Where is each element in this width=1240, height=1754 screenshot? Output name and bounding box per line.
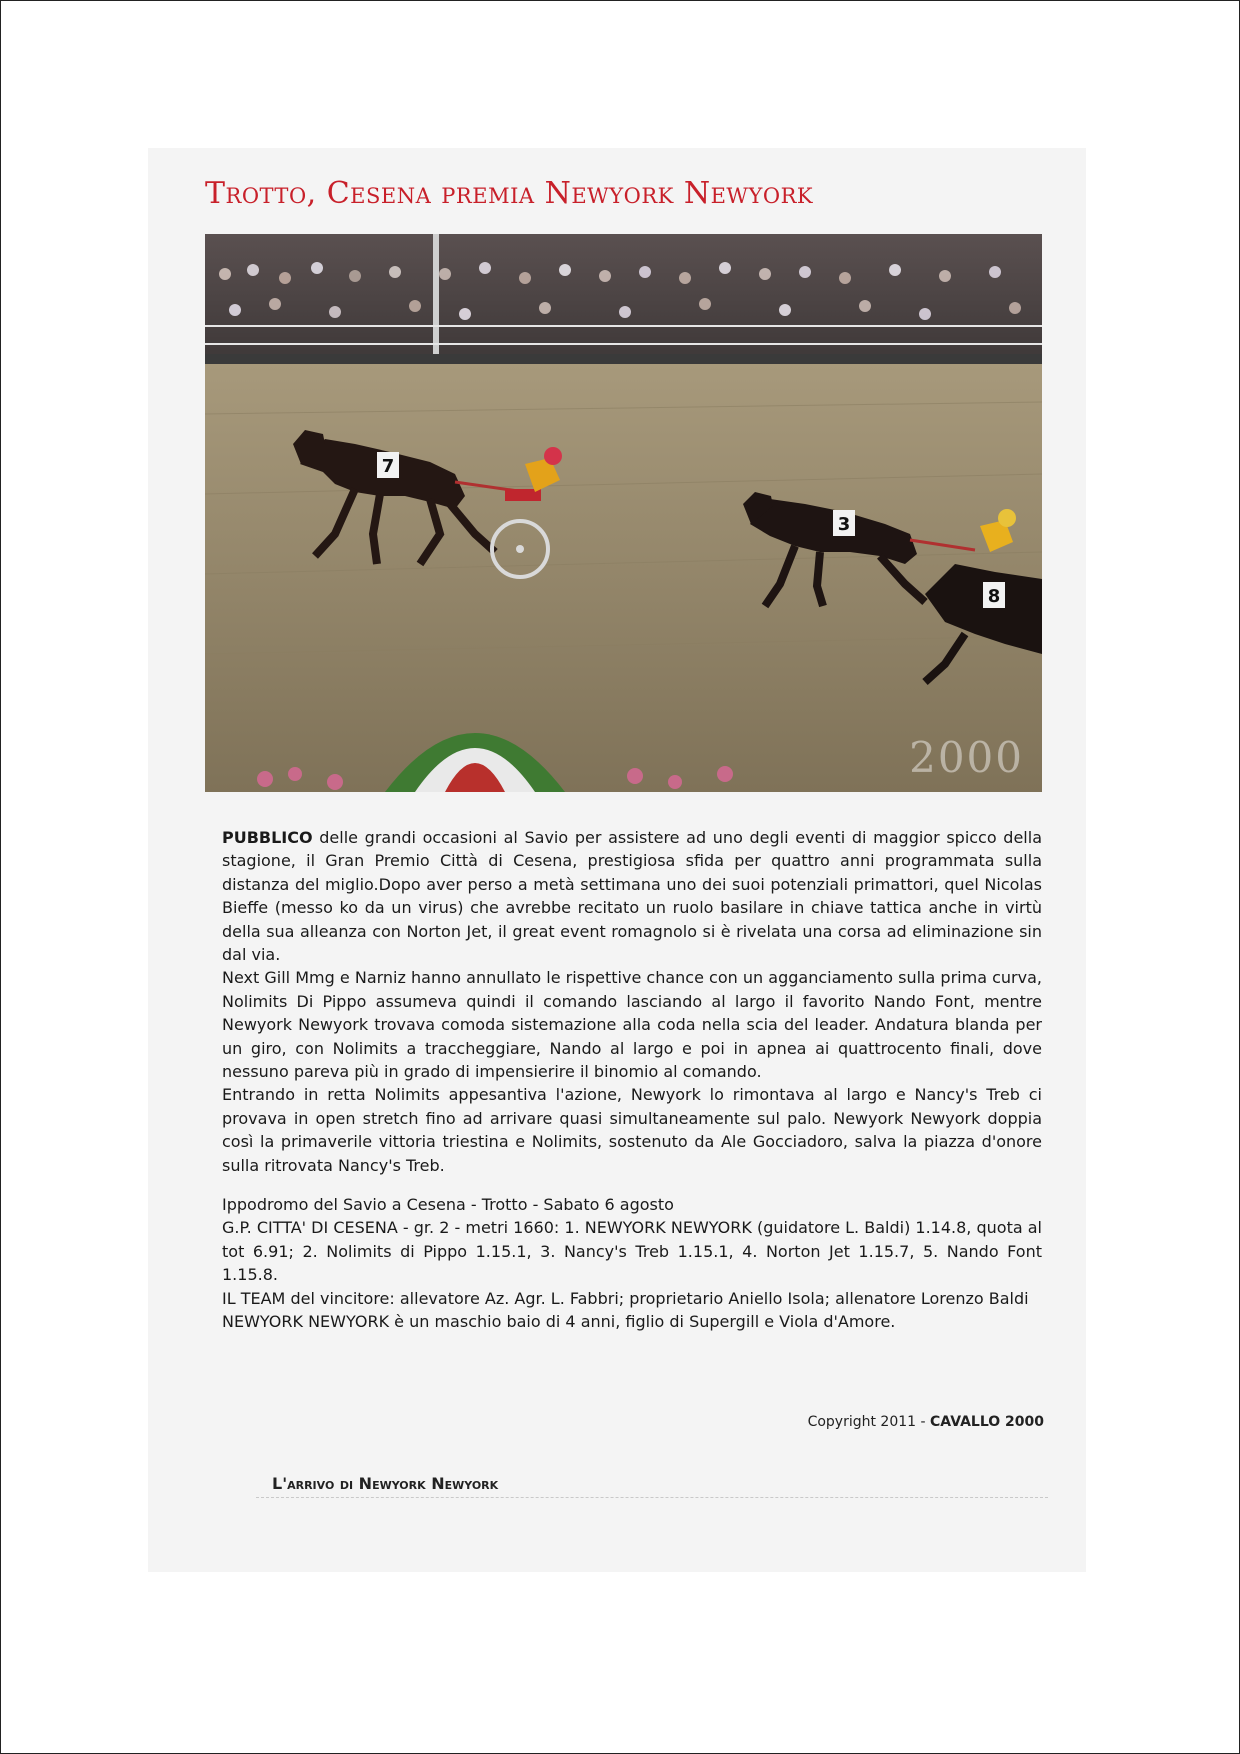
track-wall bbox=[205, 354, 1042, 364]
race-photo bbox=[205, 234, 1042, 792]
race-track bbox=[205, 364, 1042, 792]
photo-watermark: 2000 bbox=[909, 733, 1024, 782]
article-title: Trotto, Cesena premia Newyork Newyork bbox=[205, 176, 814, 211]
copyright-prefix: Copyright 2011 - bbox=[807, 1414, 931, 1430]
race-results bbox=[222, 1193, 1042, 1333]
paragraph-1 bbox=[222, 826, 1042, 966]
results-venue: Ippodromo del Savio a Cesena - Trotto - Sabato 6 agosto bbox=[222, 1195, 674, 1214]
results-pedigree: NEWYORK NEWYORK è un maschio baio di 4 anni, figlio di Supergill e Viola d'Amore. bbox=[222, 1312, 896, 1332]
photo-caption: L'arrivo di Newyork Newyork bbox=[272, 1474, 499, 1493]
race-photo-illustration bbox=[205, 234, 1042, 792]
copyright bbox=[808, 1414, 1044, 1430]
caption-divider bbox=[256, 1497, 1048, 1498]
paragraph-2: Next Gill Mmg e Narniz hanno annullato le rispettive chance con un agganciamento sulla prima curva, Nolimits Di Pippo assumeva quindi il comando lasciando al largo il favorito Nando Font, mentre Newyork Newyork trovava comoda sistemazione alla coda nella scia del leader. Andatura blanda per un giro, con Nolimits a traccheggiare, Nando al largo e poi in apnea ai quattrocento finali, dove nessuno pareva più in grado di impensierire il binomio al comando. bbox=[222, 968, 1042, 1082]
copyright-brand: CAVALLO 2000 bbox=[930, 1414, 1044, 1430]
paragraph-1-text: delle grandi occasioni al Savio per assistere ad uno degli eventi di maggior spicco della stagione, il Gran Premio Città di Cesena, prestigiosa sfida per quattro anni programmata sulla distanza del miglio.Dopo aver perso a metà settimana uno dei suoi potenziali primattori, quel Nicolas Bieffe (messo ko da un virus) che avrebbe recitato un ruolo basilare in chiave tattica anche in virtù della sua alleanza con Norton Jet, il great event romagnolo si è rivelata una corsa ad eliminazione sin dal via. bbox=[222, 828, 1042, 965]
stand-pillar bbox=[433, 234, 439, 362]
bib-3: 3 bbox=[837, 514, 851, 535]
bib-8: 8 bbox=[987, 586, 1001, 607]
article-body bbox=[222, 826, 1042, 1177]
lead-word: PUBBLICO bbox=[222, 828, 313, 847]
results-order: G.P. CITTA' DI CESENA - gr. 2 - metri 1660: 1. NEWYORK NEWYORK (guidatore L. Baldi) 1.14.8, quota al tot 6.91; 2. Nolimits di Pippo 1.15.1, 3. Nancy's Treb 1.15.1, 4. Norton Jet 1.15.7, 5. Nando Font 1.15.8. bbox=[222, 1218, 1042, 1285]
results-team: IL TEAM del vincitore: allevatore Az. Agr. L. Fabbri; proprietario Aniello Isola; allenatore Lorenzo Baldi bbox=[222, 1288, 1029, 1308]
paragraph-3: Entrando in retta Nolimits appesantiva l'azione, Newyork lo rimontava al largo e Nancy's Treb ci provava in open stretch fino ad arrivare quasi simultaneamente sul palo. Newyork Newyork doppia così la primaverile vittoria triestina e Nolimits, sostenuto da Ale Gocciadoro, salva la piazza d'onore sulla ritrovata Nancy's Treb. bbox=[222, 1085, 1042, 1175]
grandstand bbox=[205, 234, 1042, 362]
bib-7: 7 bbox=[381, 456, 395, 477]
